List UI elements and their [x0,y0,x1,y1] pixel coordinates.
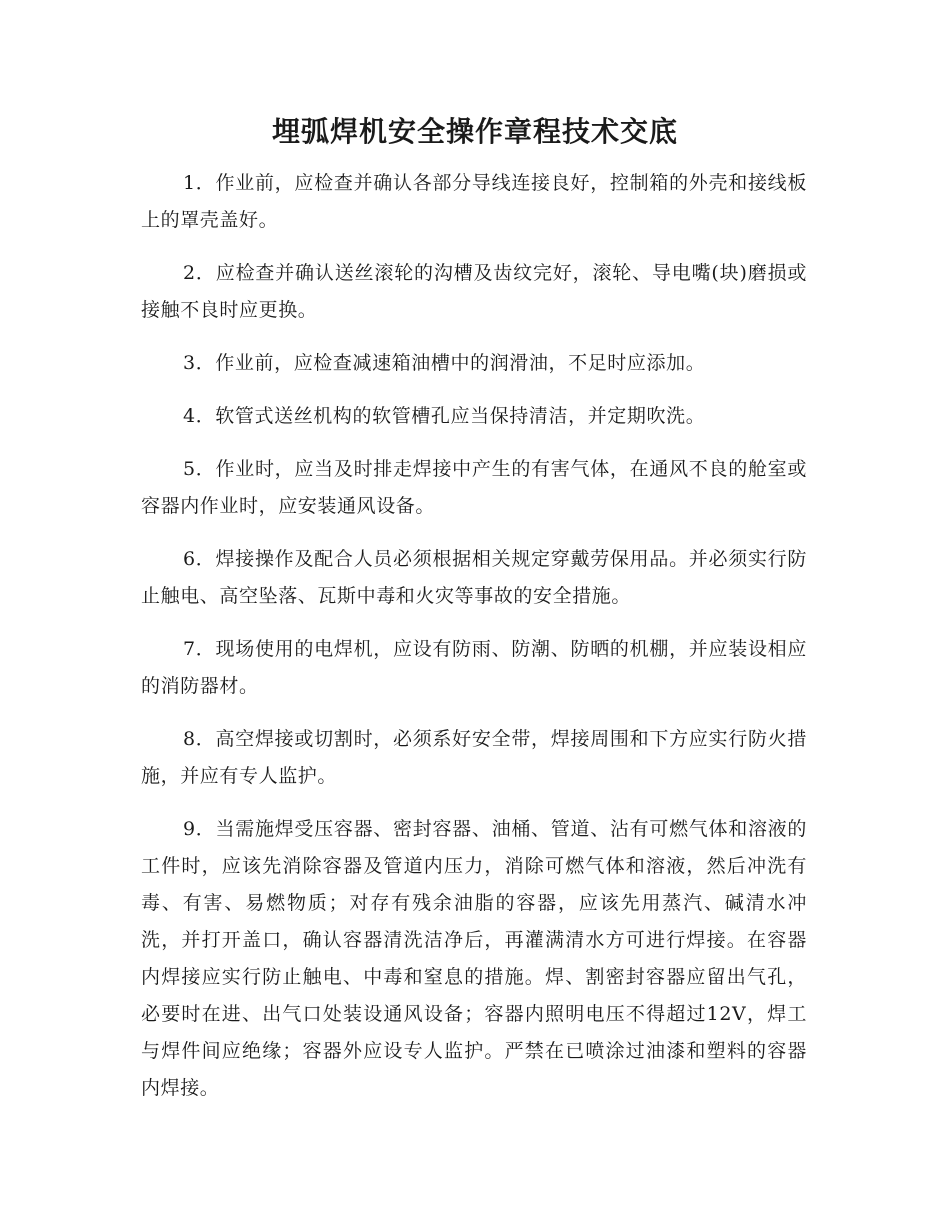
clause-item: 5．作业时，应当及时排走焊接中产生的有害气体，在通风不良的舱室或容器内作业时，应安装通风设备。 [141,458,807,517]
clause-item: 2．应检查并确认送丝滚轮的沟槽及齿纹完好，滚轮、导电嘴(块)磨损或接触不良时应更换。 [141,262,807,321]
clause-item: 4．软管式送丝机构的软管槽孔应当保持清洁，并定期吹洗。 [183,405,706,427]
document-title: 埋弧焊机安全操作章程技术交底 [271,115,678,148]
clause-item: 8．高空焊接或切割时，必须系好安全带，焊接周围和下方应实行防火措施，并应有专人监护。 [141,728,807,787]
clause-item: 7．现场使用的电焊机，应设有防雨、防潮、防晒的机棚，并应装设相应的消防器材。 [141,638,807,697]
clause-item: 3．作业前，应检查减速箱油槽中的润滑油，不足时应添加。 [183,352,706,374]
clause-item: 1．作业前，应检查并确认各部分导线连接良好，控制箱的外壳和接线板上的罩壳盖好。 [141,172,807,231]
clause-list [141,165,807,1123]
clause-item: 6．焊接操作及配合人员必须根据相关规定穿戴劳保用品。并必须实行防止触电、高空坠落、瓦斯中毒和火灾等事故的安全措施。 [141,548,807,607]
clause-item: 9．当需施焊受压容器、密封容器、油桶、管道、沾有可燃气体和溶液的工件时，应该先消除容器及管道内压力，消除可燃气体和溶液，然后冲洗有毒、有害、易燃物质；对存有残余油脂的容器，应该先用蒸汽、碱清水冲洗，并打开盖口，确认容器清洗洁净后，再灌满清水方可进行焊接。在容器内焊接应实行防止触电、中毒和窒息的措施。焊、割密封容器应留出气孔，必要时在进、出气口处装设通风设备；容器内照明电压不得超过12V，焊工与焊件间应绝缘；容器外应设专人监护。严禁在已喷涂过油漆和塑料的容器内焊接。 [141,818,807,1099]
